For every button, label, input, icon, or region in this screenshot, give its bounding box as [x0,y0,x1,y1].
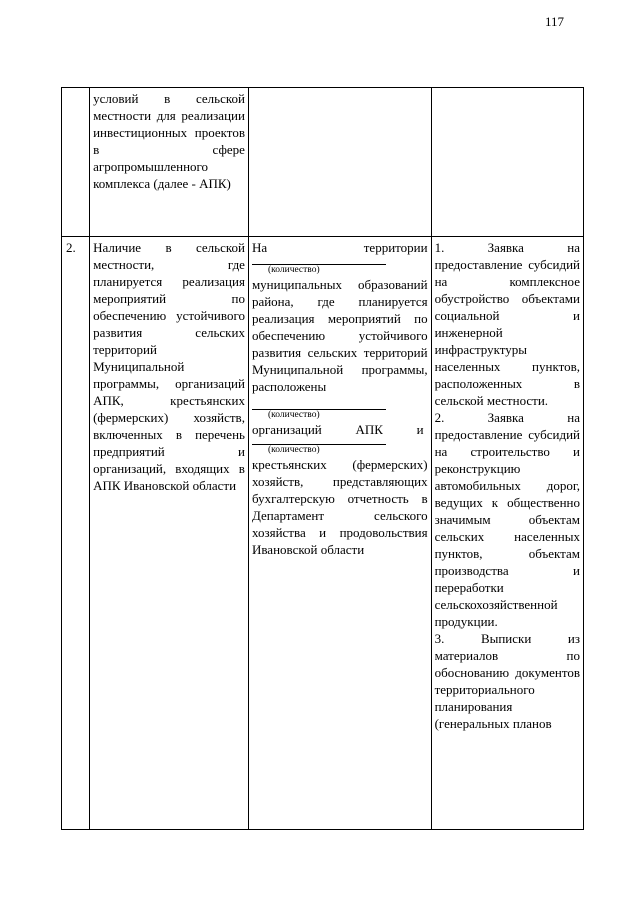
blank-caption: (количество) [267,445,320,455]
blank-caption: (количество) [267,410,320,420]
criterion-name-cell: условий в сельской местности для реализации инвестиционных проектов в сфере агропромышленного комплекса (далее - АПК) [90,88,249,237]
documents-cell [431,88,583,237]
conditions-text-part2: муниципальных образований района, где планируется реализация мероприятий по обеспечению устойчивого развития сельских территорий Муниципальной программы, расположены [251,277,428,394]
page-number: 117 [544,14,564,29]
table-row [62,237,584,830]
row-number-cell: 2. [62,237,90,830]
documents-cell [431,237,583,830]
row-number-cell [62,88,90,237]
conditions-cell [248,237,431,830]
blank-caption: (количество) [267,265,320,275]
conditions-cell [248,88,431,237]
conditions-text-part1: На территории [251,240,428,255]
document-item: 3. Выписки из материалов по обоснованию документов территориального планирования (генеральных планов [434,631,580,731]
document-item: 1. Заявка на предоставление субсидий на комплексное обустройство объектами социальной и инженерной инфраструктуры населенных пунктов, расположенных в сельской местности. [434,240,580,408]
conditions-text-part4: крестьянских (фермерских) хозяйств, представляющих бухгалтерскую отчетность в Департамент сельского хозяйства и продовольствия Ивановской области [251,457,428,557]
conditions-text-part3: организаций АПК и [251,422,424,437]
table-row [62,88,584,237]
criteria-table [61,87,584,830]
document-item: 2. Заявка на предоставление субсидий на строительство и реконструкцию автомобильных дорог, ведущих к общественно значимым объектам сельских населенных пунктов, объектам производства и переработки сельскохозяйственной продукции. [434,410,580,629]
criterion-name-cell: Наличие в сельской местности, где планируется реализация мероприятий по обеспечению устойчивого развития сельских территорий Муниципальной программы, организаций АПК, крестьянских (фермерских) хозяйств, включенных в перечень предприятий и организаций, входящих в АПК Ивановской области [90,237,249,830]
